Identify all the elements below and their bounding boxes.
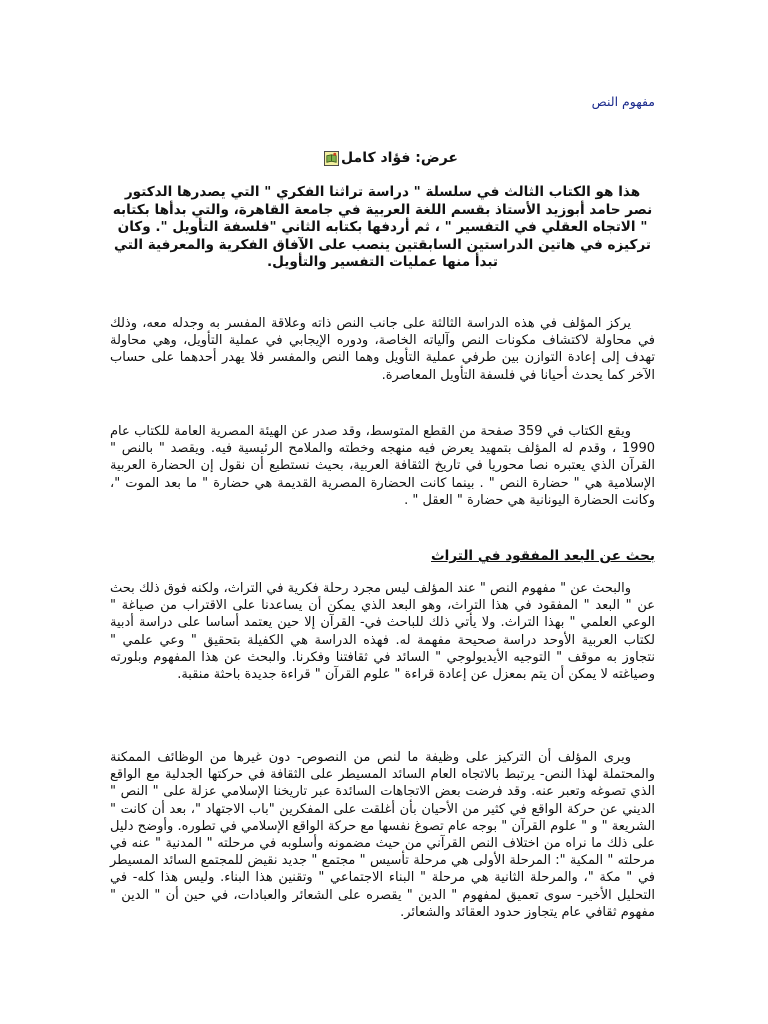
byline-text: عرض: فؤاد كامل xyxy=(341,150,458,166)
body-paragraph: يركز المؤلف في هذه الدراسة الثالثة على جانب النص ذاته وعلاقة المفسر به وجدله معه، وذلك في محاولة لاكتشاف مكونات النص وآلياته الخاصة، ودوره الإيجابي في عملية التأويل، وهي محاولة تهدف إلى إعادة التوازن بين طرفي عملية التأويل وهما النص والمفسر فلا يهدر أحدهما على حساب الآخر كما يحدث أحيانا في فلسفة التأويل المعاصرة. xyxy=(110,316,655,383)
section-paragraph: ويرى المؤلف أن التركيز على وظيفة ما لنص من النصوص- دون غيرها من الوظائف الممكنة والمحتملة لهذا النص- يرتبط بالاتجاه العام السائد المسيطر على الثقافة في حركتها الجدلية مع الواقع الذي تصوغه وتعبر عنه. وقد فرضت بعض الاتجاهات السائدة عبر تاريخنا الإسلامي عزلة على " النص " الديني عن حركة الواقع في كثير من الأحيان بأن أغلقت على المفكرين "باب الاجتهاد "، بعد أن كانت " الشريعة " و " علوم القرآن " بوجه عام تصوغ نفسها مع حركة الواقع الإسلامي في تطوره. وأوضح دليل على ذلك ما نراه من اختلاف النص القرآني من حيث مضمونه وأسلوبه في مرحلته " المدنية " عنه في مرحلته " المكية ": المرحلة الأولى هي مرحلة تأسيس " مجتمع " جديد نقيض للمجتمع السائد المسيطر في " مكة "، والمرحلة الثانية هي مرحلة " البناء الاجتماعي " وتقنين هذا البناء. وليس هذا كله- في التحليل الأخير- سوى تعميق لمفهوم " الدين " يقصره على الشعائر والعبادات، في حين أن " الدين " مفهوم ثقافي عام يتجاوز حدود العقائد والشعائر. xyxy=(110,750,655,920)
intro-paragraph: هذا هو الكتاب الثالث في سلسلة " دراسة تراثنا الفكري " التي يصدرها الدكتور نصر حامد أبوزيد الأستاذ بقسم اللغة العربية في جامعة القاهرة، والتي بدأها بكتابه " الاتجاه العقلي في التفسير " ، ثم أردفها بكتابه الثاني "فلسفة التأويل ". وكان تركيزه في هاتين الدراستين السابقتين ينصب على الآفاق الفكرية والمعرفية التي تبدأ منها عمليات التفسير والتأويل. xyxy=(112,184,653,271)
book-icon xyxy=(324,151,339,166)
section-heading: بحث عن البعد المفقود في التراث xyxy=(431,548,655,564)
document-title[interactable]: مفهوم النص xyxy=(591,94,655,109)
body-paragraph: ويقع الكتاب في 359 صفحة من القطع المتوسط، وقد صدر عن الهيئة المصرية العامة للكتاب عام 1990 ، وقدم له المؤلف بتمهيد يعرض فيه منهجه وخطته والملامح الرئيسية فيه. ويقصد " بالنص " القرآن الذي يعتبره نصا محوريا في تاريخ الثقافة العربية، بحيث نستطيع أن نقول إن الحضارة العربية الإسلامية هي " حضارة النص " . بينما كانت الحضارة المصرية القديمة هي حضارة " ما بعد الموت "، وكانت الحضارة اليونانية هي حضارة " العقل " . xyxy=(110,424,655,508)
byline xyxy=(324,150,458,166)
section-paragraph: والبحث عن " مفهوم النص " عند المؤلف ليس مجرد رحلة فكرية في التراث، ولكنه فوق ذلك بحث عن " البعد " المفقود في هذا التراث، وهو البعد الذي يمكن أن يساعدنا على الاقتراب من صياغة " الوعي العلمي " بهذا التراث. ولا يأتي ذلك للباحث في- القرآن إلا حين يعتمد أساسا على دراسة أدبية لكتاب العربية الأوحد دراسة صحيحة مفهمة له. فهذه الدراسة هي الكفيلة بتحقيق " وعي علمي " نتجاوز به موقف " التوجيه الأيديولوجي " السائد في ثقافتنا وفكرنا. والبحث عن هذا المفهوم وبلورته وصياغته لا يمكن أن يتم بمعزل عن إعادة قراءة " علوم القرآن " قراءة جديدة باحثة منقبة. xyxy=(110,581,655,683)
